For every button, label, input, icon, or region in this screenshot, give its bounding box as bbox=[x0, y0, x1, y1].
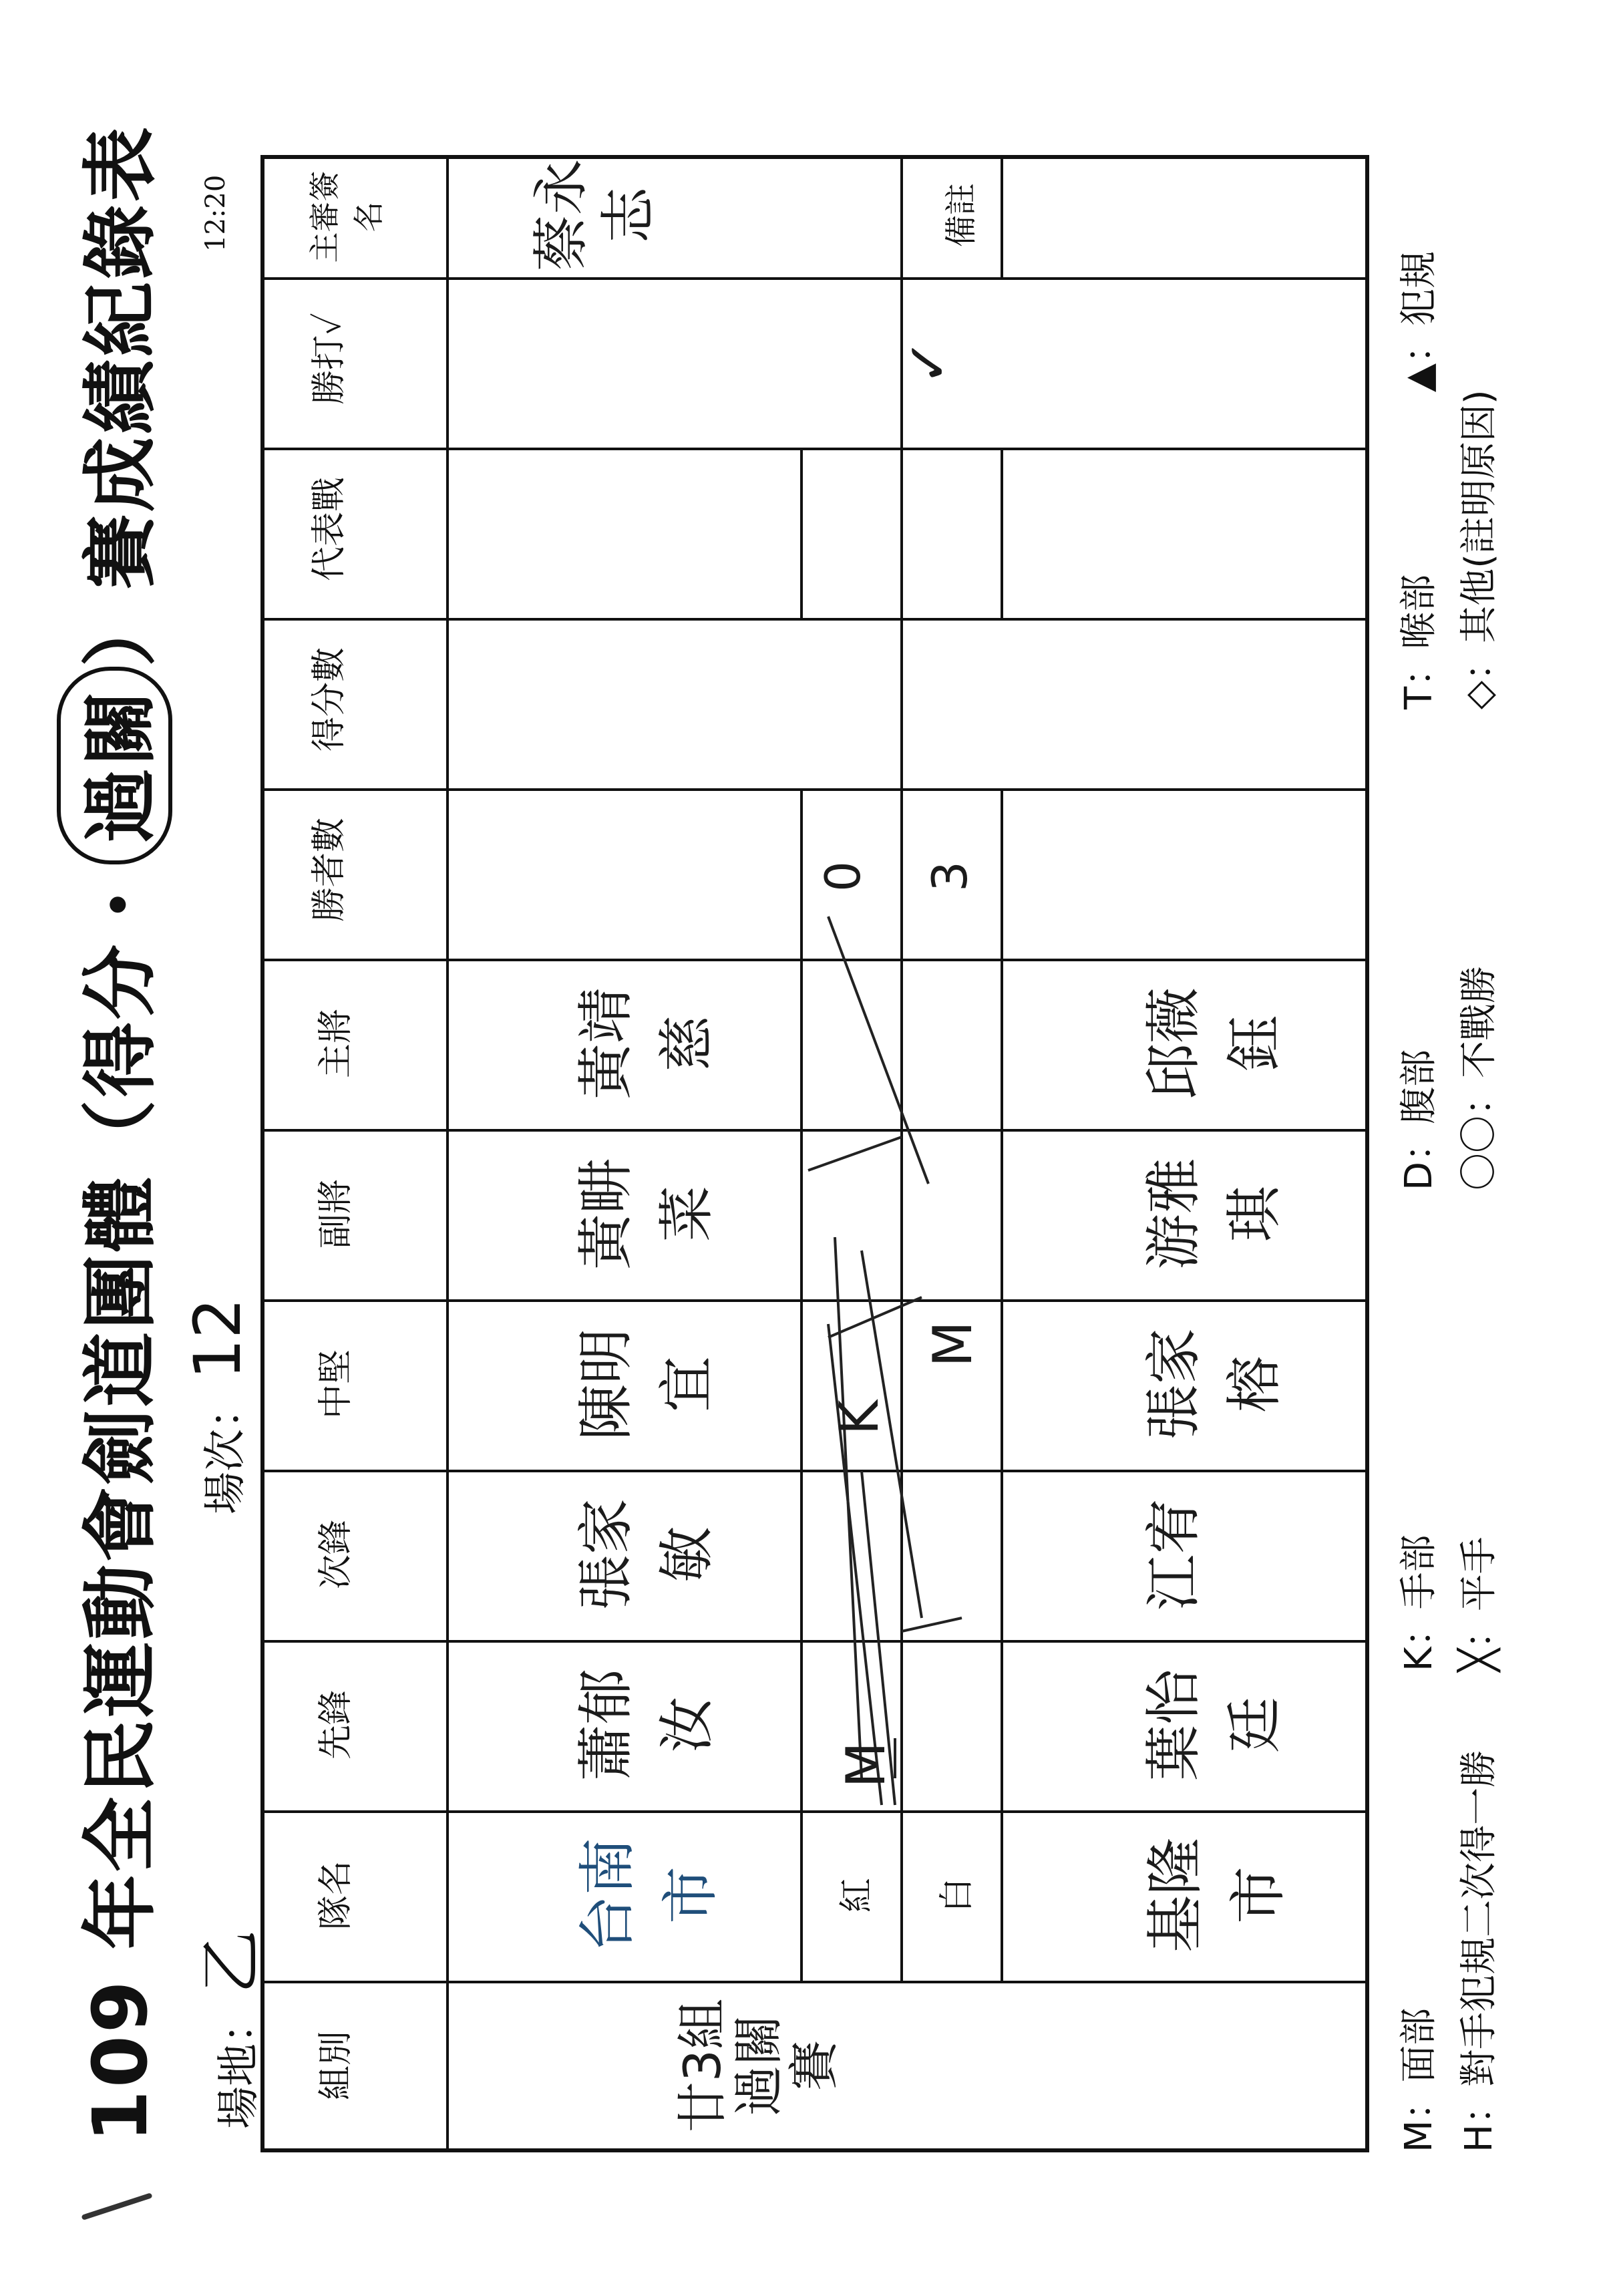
title-prefix: 109 年全民運動會劍道團體（得分・ bbox=[77, 864, 164, 2142]
red-player-captain: 黃靖慈 bbox=[573, 987, 719, 1100]
header-captain: 主將 bbox=[316, 1009, 356, 1079]
red-wins: 0 bbox=[815, 861, 871, 892]
white-player-middle: 張家榕 bbox=[1141, 1328, 1287, 1441]
score-mark-middle-red: K bbox=[828, 1400, 890, 1436]
title-suffix: ）賽成績紀錄表 bbox=[77, 124, 164, 667]
legend-oo: 〇〇：不戰勝 bbox=[1457, 966, 1501, 1190]
winner-check-mark: ✓ bbox=[895, 338, 960, 386]
header-second: 次鋒 bbox=[316, 1520, 356, 1590]
white-player-second: 江宥 bbox=[1141, 1498, 1206, 1611]
venue-label: 場地： bbox=[214, 2001, 264, 2129]
header-points: 得分數 bbox=[309, 647, 349, 752]
score-table bbox=[260, 155, 1369, 2152]
red-label: 紅 bbox=[837, 1878, 877, 1913]
white-team-name: 基隆市 bbox=[1142, 1838, 1292, 1953]
venue-field bbox=[180, 1930, 272, 2129]
red-player-second: 張家敏 bbox=[573, 1498, 719, 1611]
header-team: 隊名 bbox=[316, 1860, 356, 1931]
red-player-vice: 黃畊菜 bbox=[573, 1158, 719, 1271]
referee-signature: 蔡永志 bbox=[528, 159, 661, 272]
circled-option: 過關 bbox=[57, 667, 172, 864]
header-middle: 中堅 bbox=[316, 1349, 356, 1420]
form-title bbox=[57, 124, 164, 2142]
white-player-captain: 邱薇鈺 bbox=[1141, 987, 1287, 1100]
white-wins: 3 bbox=[922, 861, 978, 892]
legend-tri: ▲：犯規 bbox=[1397, 251, 1441, 392]
header-referee: 主審簽名 bbox=[307, 170, 387, 263]
header-group: 組別 bbox=[316, 2031, 356, 2101]
corner-pen-mark bbox=[81, 2192, 152, 2221]
white-player-first: 葉怡廷 bbox=[1141, 1669, 1287, 1782]
header-remarks: 備註 bbox=[942, 183, 980, 248]
header-winner: 勝打✓ bbox=[309, 313, 349, 405]
red-player-middle: 陳明宜 bbox=[573, 1328, 719, 1441]
white-label: 白 bbox=[937, 1878, 977, 1913]
round-label: 場次： bbox=[201, 1386, 250, 1514]
score-mark-middle-white: M bbox=[922, 1321, 984, 1367]
header-vice: 副將 bbox=[316, 1179, 356, 1249]
header-wins: 勝者數 bbox=[309, 818, 349, 923]
legend-diamond: ◇：其他(註明原因) bbox=[1457, 389, 1501, 709]
time-note: 12:20 bbox=[200, 174, 231, 252]
score-mark-first-red: M bbox=[835, 1742, 897, 1788]
venue-value: 乙 bbox=[194, 1930, 269, 1994]
round-value: 12 bbox=[180, 1297, 255, 1379]
legend-h: H：對手犯規二次得一勝 bbox=[1457, 1750, 1501, 2152]
white-player-vice: 游雅琪 bbox=[1141, 1158, 1287, 1271]
header-rep: 代表戰 bbox=[309, 477, 349, 582]
round-field bbox=[180, 1298, 255, 1514]
legend-m: M：面部 bbox=[1397, 2007, 1441, 2152]
red-player-first: 蕭郁汝 bbox=[573, 1669, 719, 1782]
red-team-name: 台南市 bbox=[574, 1838, 724, 1953]
group-value: 廿3組過關賽 bbox=[673, 1998, 844, 2133]
legend-k: K：手部 bbox=[1397, 1534, 1441, 1671]
legend-t: T：喉部 bbox=[1397, 574, 1441, 709]
legend-d: D：腹部 bbox=[1397, 1049, 1441, 1190]
legend-x: ╳：平手 bbox=[1457, 1536, 1501, 1671]
header-first: 先鋒 bbox=[316, 1690, 356, 1760]
